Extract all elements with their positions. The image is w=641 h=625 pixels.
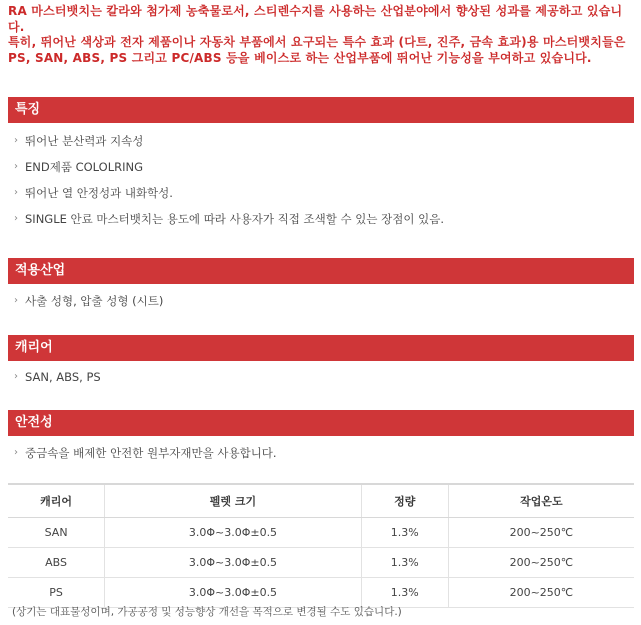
column-header-process-temp: 작업온도 bbox=[448, 484, 634, 518]
list-item: › 뛰어난 열 안정성과 내화학성. bbox=[14, 180, 444, 206]
table-cell: 3.0Φ~3.0Φ±0.5 bbox=[105, 548, 362, 578]
table-cell: SAN bbox=[8, 518, 105, 548]
chevron-right-icon: › bbox=[14, 213, 18, 224]
list-item: › END제품 COLOLRING bbox=[14, 154, 444, 180]
table-cell: 200~250℃ bbox=[448, 548, 634, 578]
table-cell: 1.3% bbox=[361, 518, 448, 548]
section-header-carrier: 캐리어 bbox=[8, 335, 634, 361]
disclaimer-note: (상기는 대표물성이며, 가공공정 및 성능향상 개선을 목적으로 변경될 수도 있습니다.) bbox=[12, 606, 402, 618]
table-row bbox=[8, 578, 634, 608]
safety-list bbox=[14, 440, 277, 466]
section-header-safety: 안전성 bbox=[8, 410, 634, 436]
table-cell: 1.3% bbox=[361, 548, 448, 578]
chevron-right-icon: › bbox=[14, 371, 18, 382]
intro-paragraph-2: 특히, 뛰어난 색상과 전자 제품이나 자동차 부품에서 요구되는 특수 효과 (다트, 진주, 금속 효과)용 마스터뱃치들은 PS, SAN, ABS, PS 그리고 PC/ABS 등을 베이스로 하는 산업부품에 뛰어난 기능성을 부여하고 있습니다. bbox=[8, 35, 626, 65]
chevron-right-icon: › bbox=[14, 295, 18, 306]
table-header-row bbox=[8, 484, 634, 518]
column-header-pellet-size: 펠렛 크기 bbox=[105, 484, 362, 518]
table-cell: 200~250℃ bbox=[448, 578, 634, 608]
intro-text bbox=[8, 4, 638, 66]
table-row bbox=[8, 518, 634, 548]
table-cell: 3.0Φ~3.0Φ±0.5 bbox=[105, 578, 362, 608]
list-item: › SINGLE 안료 마스터뱃치는 용도에 따라 사용자가 직접 조색할 수 있는 장점이 있음. bbox=[14, 206, 444, 232]
features-list bbox=[14, 128, 444, 232]
carrier-list bbox=[14, 364, 101, 390]
chevron-right-icon: › bbox=[14, 187, 18, 198]
chevron-right-icon: › bbox=[14, 135, 18, 146]
table-cell: ABS bbox=[8, 548, 105, 578]
section-header-applications: 적용산업 bbox=[8, 258, 634, 284]
column-header-carrier: 캐리어 bbox=[8, 484, 105, 518]
section-header-features: 특징 bbox=[8, 97, 634, 123]
table-cell: 200~250℃ bbox=[448, 518, 634, 548]
list-item: › 중금속을 배제한 안전한 원부자재만을 사용합니다. bbox=[14, 440, 277, 466]
list-item: › 사출 성형, 압출 성형 (시트) bbox=[14, 288, 163, 314]
table-cell: 1.3% bbox=[361, 578, 448, 608]
column-header-dosage: 정량 bbox=[361, 484, 448, 518]
chevron-right-icon: › bbox=[14, 447, 18, 458]
intro-paragraph-1: RA 마스터뱃치는 칼라와 첨가제 농축물로서, 스티렌수지를 사용하는 산업분야에서 향상된 성과를 제공하고 있습니다. bbox=[8, 4, 623, 34]
list-item: › 뛰어난 분산력과 지속성 bbox=[14, 128, 444, 154]
chevron-right-icon: › bbox=[14, 161, 18, 172]
table-cell: PS bbox=[8, 578, 105, 608]
applications-list bbox=[14, 288, 163, 314]
table-cell: 3.0Φ~3.0Φ±0.5 bbox=[105, 518, 362, 548]
list-item: › SAN, ABS, PS bbox=[14, 364, 101, 390]
spec-table bbox=[8, 483, 634, 608]
table-row bbox=[8, 548, 634, 578]
